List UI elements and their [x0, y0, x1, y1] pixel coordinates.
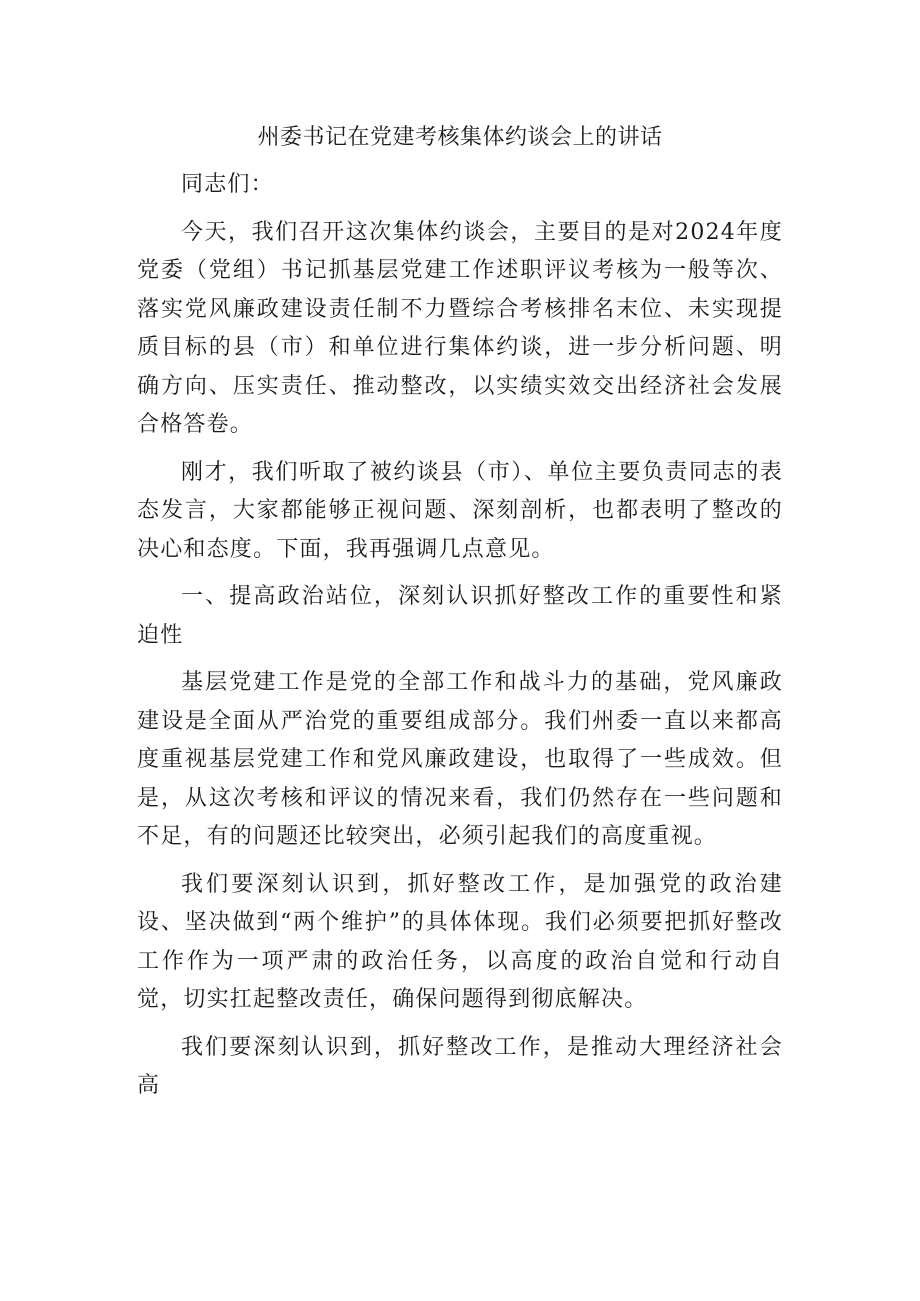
paragraph: 我们要深刻认识到，抓好整改工作，是推动大理经济社会高 — [137, 1034, 783, 1098]
salutation: 同志们： — [181, 172, 274, 197]
paragraph: 今天，我们召开这次集体约谈会，主要目的是对2024年度党委（党组）书记抓基层党建工作述职评议考核为一般等次、落实党风廉政建设责任制不力暨综合考核排名末位、未实现提质目标的县（市）和单位进行集体约谈，进一步分析问题、明确方向、压实责任、推动整改，以实绩实效交出经济社会发展合格答卷。 — [137, 219, 783, 437]
page-title: 州委书记在党建考核集体约谈会上的讲话 — [257, 125, 663, 150]
section-heading: 一、提高政治站位，深刻认识抓好整改工作的重要性和紧迫性 — [137, 584, 783, 648]
paragraph: 基层党建工作是党的全部工作和战斗力的基础，党风廉政建设是全面从严治党的重要组成部分。我们州委一直以来都高度重视基层党建工作和党风廉政建设，也取得了一些成效。但是，从这次考核和评议的情况来看，我们仍然存在一些问题和不足，有的问题还比较突出，必须引起我们的高度重视。 — [137, 670, 783, 849]
document-body — [137, 166, 783, 1115]
paragraph: 我们要深刻认识到，抓好整改工作，是加强党的政治建设、坚决做到“两个维护”的具体体现。我们必须要把抓好整改工作作为一项严肃的政治任务，以高度的政治自觉和行动自觉，切实扛起整改责任，确保问题得到彻底解决。 — [137, 871, 783, 1012]
paragraph: 刚才，我们听取了被约谈县（市）、单位主要负责同志的表态发言，大家都能够正视问题、深刻剖析，也都表明了整改的决心和态度。下面，我再强调几点意见。 — [137, 459, 783, 562]
